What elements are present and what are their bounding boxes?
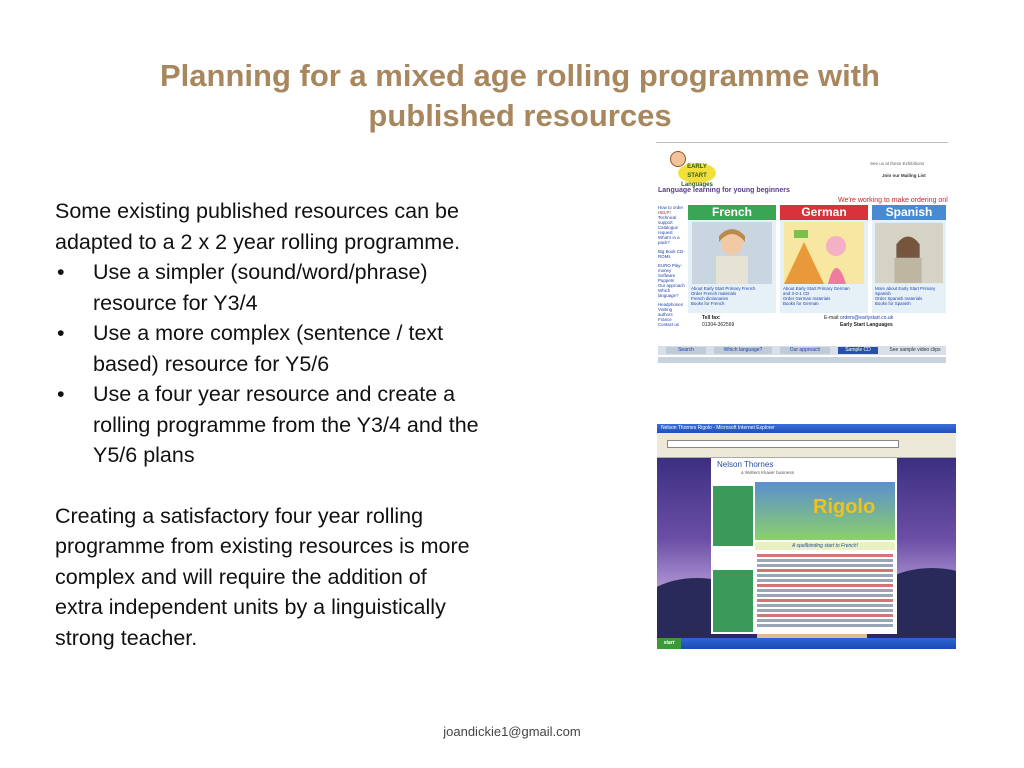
sidebar-link[interactable]: What's in a pack? [658, 235, 680, 245]
site-tagline: Language learning for young beginners [658, 187, 790, 194]
early-start-logo [668, 151, 720, 188]
spanish-child-photo [875, 222, 943, 284]
bullet-list [55, 257, 565, 471]
bottom-strip [658, 357, 946, 363]
sidebar-link[interactable]: Headphones [658, 302, 683, 307]
german-links [780, 284, 868, 308]
site-side-panel [713, 570, 753, 632]
bullet-line: based) resource for Y5/6 [93, 351, 330, 376]
nav-which-language[interactable]: Which language? [714, 347, 772, 354]
rigolo-tagline: A spellbinding start to French! [755, 542, 895, 550]
german-heading: German [780, 205, 868, 220]
lang-link[interactable]: Order German materials [783, 296, 831, 301]
lang-link[interactable]: and 3-2-1 CD [783, 291, 810, 296]
conclusion-line: extra independent units by a linguistically [55, 595, 446, 619]
sidebar-link[interactable]: Visiting authors [658, 307, 673, 317]
lang-link[interactable]: Order Spanish materials [875, 296, 923, 301]
conclusion-line: complex and will require the addition of [55, 564, 427, 589]
logo-text: EARLY START Languages [678, 163, 716, 183]
windows-taskbar [657, 638, 956, 649]
site-sidebar [658, 205, 686, 327]
email-label: E-mail: [824, 315, 840, 321]
lang-link[interactable]: Books for German [783, 301, 819, 306]
french-heading: French [688, 205, 776, 220]
tel-label: Tell fax: [702, 315, 721, 321]
slide-body [55, 196, 565, 653]
bullet-marker: • [57, 382, 65, 406]
sidebar-link[interactable]: HELP! [658, 210, 671, 215]
rigolo-logo: Rigolo [813, 496, 876, 518]
ordering-banner: We're working to make ordering onl [838, 197, 948, 204]
bullet-line: Use a more complex (sentence / text [93, 321, 444, 345]
sidebar-link[interactable]: Contact us [658, 322, 679, 327]
nav-sample-cd[interactable]: Sample CD [838, 347, 878, 354]
lang-link[interactable]: French dictionaries [691, 296, 729, 301]
bullet-line: Y5/6 plans [93, 443, 195, 467]
nelson-subtitle: a Wolters Kluwer business [741, 470, 794, 475]
spanish-links [872, 284, 946, 308]
bullet-item [55, 379, 565, 471]
sidebar-link[interactable]: How to order [658, 205, 684, 210]
french-child-photo [692, 222, 772, 284]
email-link[interactable]: orders@earlystart.co.uk [840, 315, 894, 321]
title-line: Planning for a mixed age rolling programme with [160, 58, 880, 93]
company-name: Early Start Languages [840, 322, 893, 328]
bullet-marker: • [57, 260, 65, 284]
browser-title-bar: Nelson Thornes Rigolo - Microsoft Internet Explorer [657, 424, 956, 433]
contact-strip [688, 315, 942, 331]
exhibitions-link[interactable]: See us at these Exhibitions [870, 161, 925, 166]
bullet-line: rolling programme from the Y3/4 and the [93, 412, 479, 437]
french-links [688, 284, 776, 308]
site-navbar [658, 346, 946, 355]
tel-number: 01304-362569 [702, 322, 735, 328]
lang-link[interactable]: Order French materials [691, 291, 737, 296]
sidebar-link[interactable]: Which language? [658, 288, 679, 298]
nelson-thornes-logo: Nelson Thornes [717, 460, 774, 469]
german-panel[interactable] [780, 205, 868, 313]
slide-title [100, 56, 940, 136]
nav-search[interactable]: Search [666, 347, 706, 354]
conclusion-text [55, 501, 565, 654]
site-menu[interactable] [713, 486, 753, 546]
browser-address-bar[interactable] [667, 440, 899, 448]
lang-link[interactable]: About Early Start Primary German [783, 286, 850, 291]
spanish-panel[interactable] [872, 205, 946, 313]
early-start-screenshot [656, 142, 948, 363]
title-line: published resources [368, 98, 672, 133]
german-cartoon-picture [784, 222, 864, 284]
intro-text [55, 196, 565, 257]
intro-line: Some existing published resources can be [55, 199, 459, 223]
sidebar-link[interactable]: Software [658, 273, 676, 278]
start-button[interactable]: start [657, 638, 681, 649]
french-panel[interactable] [688, 205, 776, 313]
spacer [55, 471, 565, 501]
sidebar-link[interactable]: Catalogue request [658, 225, 679, 235]
video-clips-link[interactable]: See sample video clips [889, 347, 941, 353]
nelson-thornes-screenshot [657, 424, 956, 649]
conclusion-line: programme from existing resources is more [55, 534, 470, 558]
bullet-line: Use a four year resource and create a [93, 382, 456, 406]
lang-link[interactable]: More about Early Start Primary Spanish [875, 286, 936, 296]
bullet-item [55, 257, 565, 318]
spanish-heading: Spanish [872, 205, 946, 220]
conclusion-line: Creating a satisfactory four year rolling [55, 503, 424, 528]
footer-email: joandickie1@gmail.com [443, 724, 581, 739]
bullet-line: Use a simpler (sound/word/phrase) [93, 260, 428, 284]
mailing-list-link[interactable]: Join our Mailing List [882, 173, 926, 178]
sidebar-link[interactable]: EURO Play-money [658, 263, 682, 273]
bullet-line: resource for Y3/4 [93, 290, 258, 315]
sidebar-link[interactable]: Puppets [658, 278, 675, 283]
rigolo-banner [755, 482, 895, 540]
sidebar-link[interactable]: Technical support [658, 215, 677, 225]
site-content [757, 554, 893, 629]
bullet-marker: • [57, 321, 65, 345]
bullet-item [55, 318, 565, 379]
sidebar-link[interactable]: Big Book CD-ROMs [658, 249, 685, 259]
lang-link[interactable]: About Early Start Primary French [691, 286, 756, 291]
sidebar-link[interactable]: Our approach [658, 283, 685, 288]
sidebar-link[interactable]: France [658, 317, 672, 322]
conclusion-line: strong teacher. [55, 625, 198, 650]
nelson-site-page [711, 458, 897, 634]
intro-line: adapted to a 2 x 2 year rolling programme. [55, 229, 461, 254]
nav-our-approach[interactable]: Our approach [780, 347, 830, 354]
lang-link[interactable]: Books for Spanish [875, 301, 911, 306]
lang-link[interactable]: Books for French [691, 301, 725, 306]
